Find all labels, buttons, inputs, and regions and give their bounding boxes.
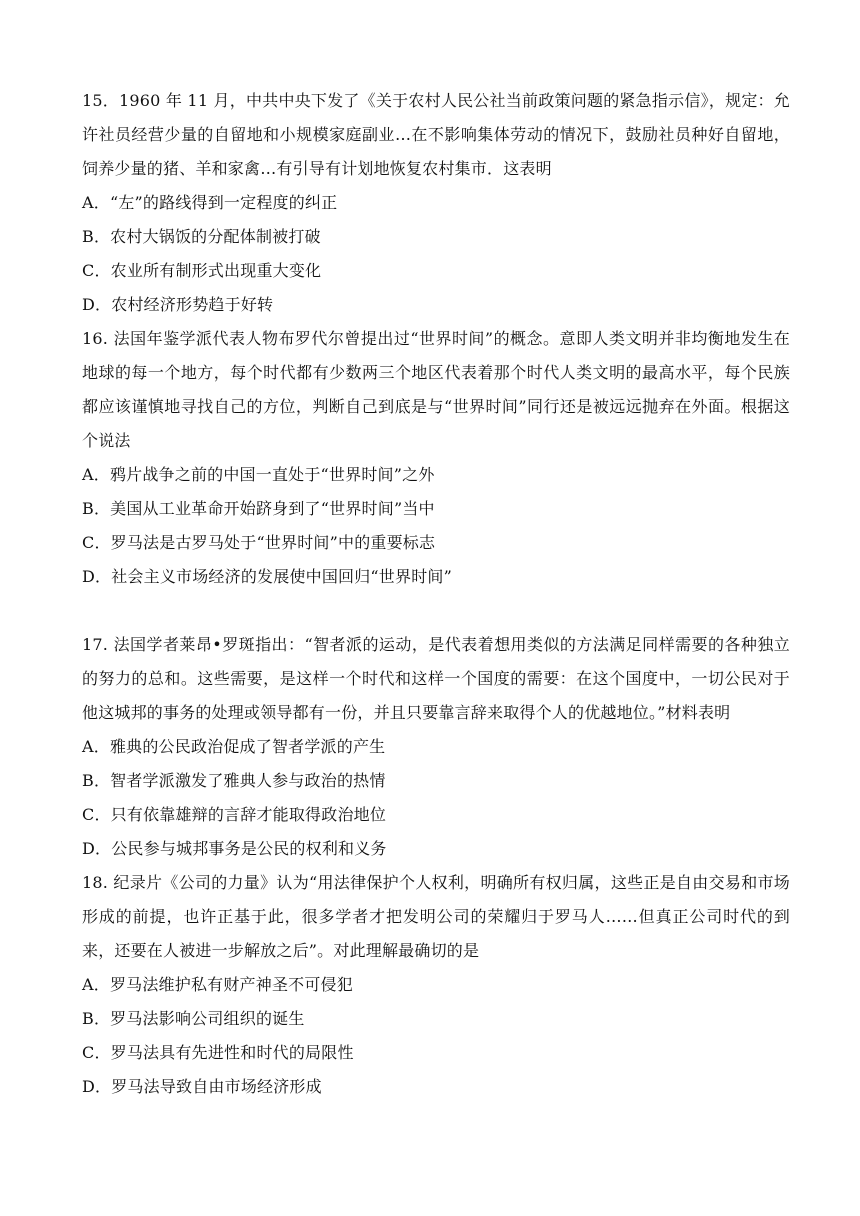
option-c: C．罗马法是古罗马处于“世界时间”中的重要标志 xyxy=(82,533,436,552)
option-a: A．雅典的公民政治促成了智者学派的产生 xyxy=(82,737,386,756)
option-b: B．罗马法影响公司组织的诞生 xyxy=(82,1009,305,1028)
question-18 xyxy=(82,866,790,1104)
question-16 xyxy=(82,322,790,594)
question-stem: 16. 法国年鉴学派代表人物布罗代尔曾提出过“世界时间”的概念。意即人类文明并非均衡地发生在地球的每一个地方，每个时代都有少数两三个地区代表着那个时代人类文明的最高水平，每个民族都应该谨慎地寻找自己的方位，判断自己到底是与“世界时间”同行还是被远远抛弃在外面。根据这个说法 xyxy=(82,329,790,450)
option-c: C．只有依靠雄辩的言辞才能取得政治地位 xyxy=(82,805,387,824)
question-15 xyxy=(82,84,790,322)
option-d: D．农村经济形势趋于好转 xyxy=(82,295,274,314)
question-stem: 17. 法国学者莱昂•罗斑指出：“智者派的运动，是代表着想用类似的方法满足同样需要的各种独立的努力的总和。这些需要，是这样一个时代和这样一个国度的需要：在这个国度中，一切公民对于他这城邦的事务的处理或领导都有一份，并且只要靠言辞来取得个人的优越地位。”材料表明 xyxy=(82,635,790,722)
option-a: A．鸦片战争之前的中国一直处于“世界时间”之外 xyxy=(82,465,435,484)
option-a: A．“左”的路线得到一定程度的纠正 xyxy=(82,193,338,212)
question-stem: 15．1960 年 11 月，中共中央下发了《关于农村人民公社当前政策问题的紧急指示信》，规定：允许社员经营少量的自留地和小规模家庭副业…在不影响集体劳动的情况下，鼓励社员种好自留地，饲养少量的猪、羊和家禽…有引导有计划地恢复农村集市．这表明 xyxy=(82,91,790,178)
option-d: D．公民参与城邦事务是公民的权利和义务 xyxy=(82,839,387,858)
option-b: B．智者学派激发了雅典人参与政治的热情 xyxy=(82,771,386,790)
option-a: A．罗马法维护私有财产神圣不可侵犯 xyxy=(82,975,353,994)
option-c: C．罗马法具有先进性和时代的局限性 xyxy=(82,1043,354,1062)
option-b: B．农村大锅饭的分配体制被打破 xyxy=(82,227,321,246)
question-stem: 18. 纪录片《公司的力量》认为“用法律保护个人权利，明确所有权归属，这些正是自由交易和市场形成的前提，也许正基于此，很多学者才把发明公司的荣耀归于罗马人……但真正公司时代的到来，还要在人被进一步解放之后”。对此理解最确切的是 xyxy=(82,873,790,960)
option-b: B．美国从工业革命开始跻身到了“世界时间”当中 xyxy=(82,499,435,518)
option-d: D．社会主义市场经济的发展使中国回归“世界时间” xyxy=(82,567,452,586)
option-d: D．罗马法导致自由市场经济形成 xyxy=(82,1077,322,1096)
option-c: C．农业所有制形式出现重大变化 xyxy=(82,261,322,280)
question-17 xyxy=(82,628,790,866)
